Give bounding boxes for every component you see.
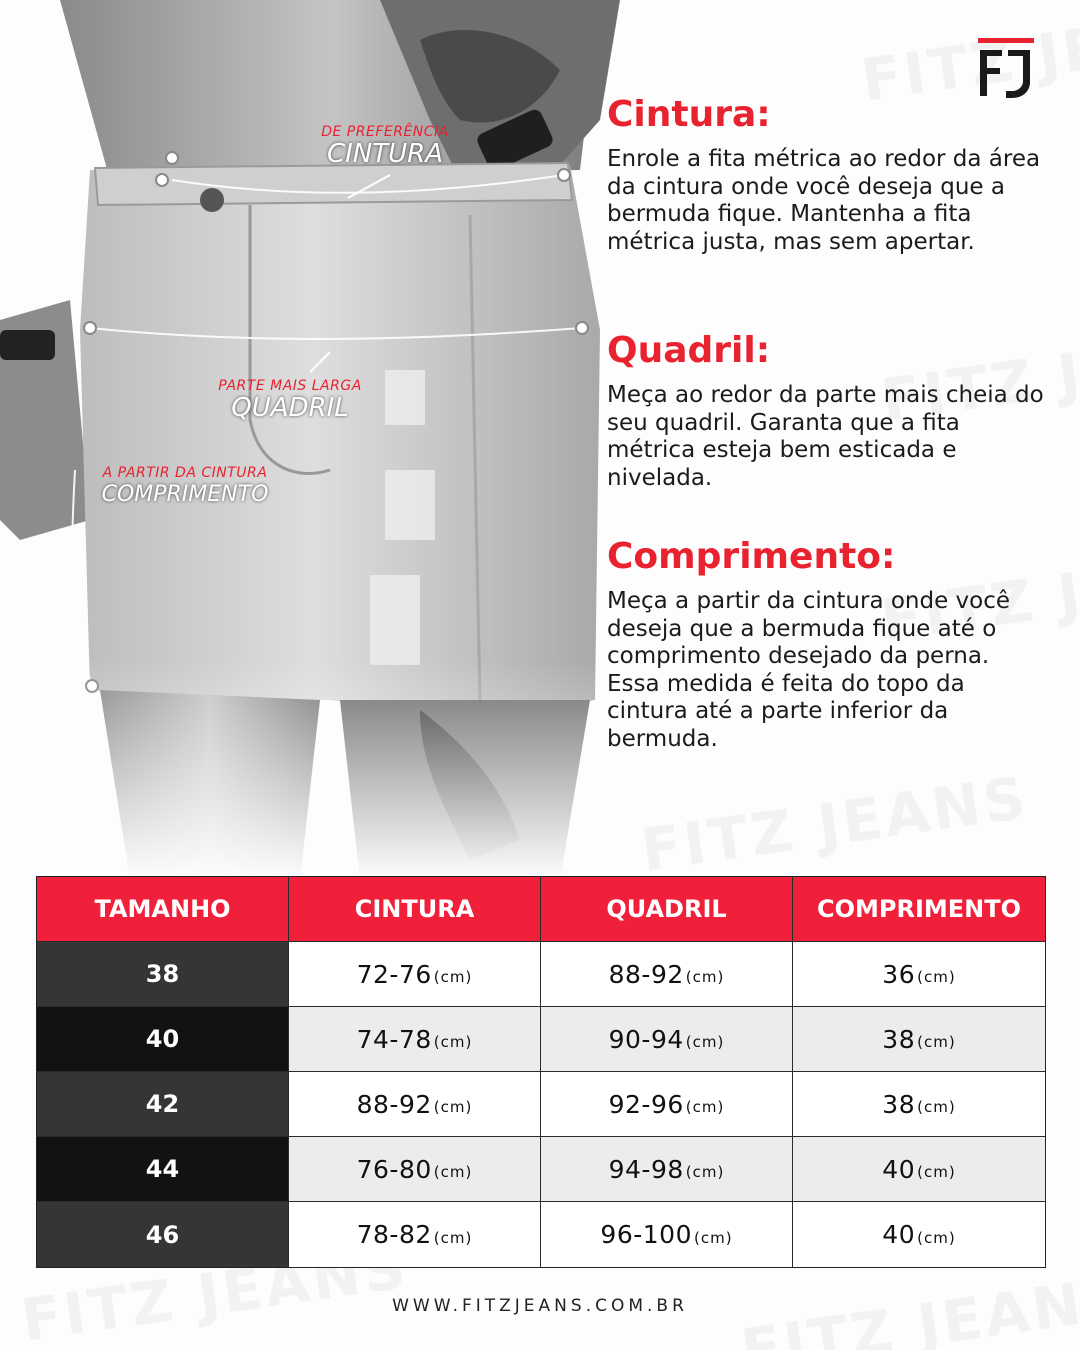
unit-label: (cm) — [685, 1033, 725, 1051]
size-cell: 42 — [37, 1072, 289, 1137]
waist-cell: 78-82 (cm) — [289, 1202, 541, 1267]
unit-label: (cm) — [433, 1033, 473, 1051]
watermark — [637, 763, 1032, 885]
waist-cell: 72-76 (cm) — [289, 942, 541, 1007]
table-row — [37, 1007, 1045, 1072]
length-cell: 38 (cm) — [793, 1072, 1045, 1137]
unit-label: (cm) — [685, 1163, 725, 1181]
hip-photo-label: PARTE MAIS LARGA QUADRIL — [218, 378, 362, 423]
length-photo-label: A PARTIR DA CINTURA COMPRIMENTO — [101, 465, 269, 507]
unit-label: (cm) — [433, 1163, 473, 1181]
header-length: COMPRIMENTO — [793, 877, 1045, 942]
table-row — [37, 1202, 1045, 1267]
hip-cell: 96-100 (cm) — [541, 1202, 793, 1267]
size-cell: 46 — [37, 1202, 289, 1267]
unit-label: (cm) — [433, 1228, 473, 1247]
hip-cell: 94-98 (cm) — [541, 1137, 793, 1202]
table-row — [37, 1072, 1045, 1137]
hip-title: Quadril: — [607, 330, 771, 371]
unit-label: (cm) — [693, 1228, 733, 1247]
hip-instructions: Meça ao redor da parte mais cheia do seu quadril. Garanta que a fita métrica esteja bem esticada e nivelada. — [607, 382, 1044, 491]
unit-label: (cm) — [917, 1228, 956, 1247]
header-waist: CINTURA — [289, 877, 541, 942]
unit-label: (cm) — [685, 1098, 725, 1116]
length-cell: 40 (cm) — [793, 1202, 1045, 1267]
length-cell: 36 (cm) — [793, 942, 1045, 1007]
length-title: Comprimento: — [607, 536, 896, 577]
waist-title: Cintura: — [607, 94, 771, 135]
size-cell: 38 — [37, 942, 289, 1007]
waist-cell: 74-78 (cm) — [289, 1007, 541, 1072]
length-instructions: Meça a partir da cintura onde você deseja que a bermuda fique até o comprimento desejado da perna. Essa medida é feita do topo da cintura até a parte inferior da bermuda. — [607, 588, 1011, 752]
size-table — [36, 876, 1046, 1268]
model-photo — [0, 0, 640, 880]
waist-photo-label: DE PREFERÊNCIA CINTURA — [321, 124, 449, 169]
unit-label: (cm) — [917, 1033, 956, 1051]
header-hip: QUADRIL — [541, 877, 793, 942]
website-link[interactable]: WWW.FITZJEANS.COM.BR — [392, 1296, 688, 1316]
waist-section — [607, 94, 1047, 256]
waist-instructions: Enrole a fita métrica ao redor da área da cintura onde você deseja que a bermuda fique. Mantenha a fita métrica justa, mas sem apertar. — [607, 146, 1041, 255]
unit-label: (cm) — [917, 1098, 956, 1116]
hip-section — [607, 330, 1047, 492]
size-cell: 44 — [37, 1137, 289, 1202]
size-cell: 40 — [37, 1007, 289, 1072]
fitz-jeans-logo — [976, 36, 1036, 100]
length-cell: 40 (cm) — [793, 1137, 1045, 1202]
hip-cell: 90-94 (cm) — [541, 1007, 793, 1072]
hip-cell: 88-92 (cm) — [541, 942, 793, 1007]
waist-cell: 76-80 (cm) — [289, 1137, 541, 1202]
unit-label: (cm) — [685, 968, 725, 986]
table-row — [37, 942, 1045, 1007]
length-cell: 38 (cm) — [793, 1007, 1045, 1072]
unit-label: (cm) — [433, 1098, 473, 1116]
waist-cell: 88-92 (cm) — [289, 1072, 541, 1137]
unit-label: (cm) — [433, 968, 473, 986]
header-size: TAMANHO — [37, 877, 289, 942]
length-section — [607, 536, 1047, 753]
table-row — [37, 1137, 1045, 1202]
table-header — [37, 877, 1045, 942]
unit-label: (cm) — [917, 968, 956, 986]
hip-cell: 92-96 (cm) — [541, 1072, 793, 1137]
unit-label: (cm) — [917, 1163, 956, 1181]
